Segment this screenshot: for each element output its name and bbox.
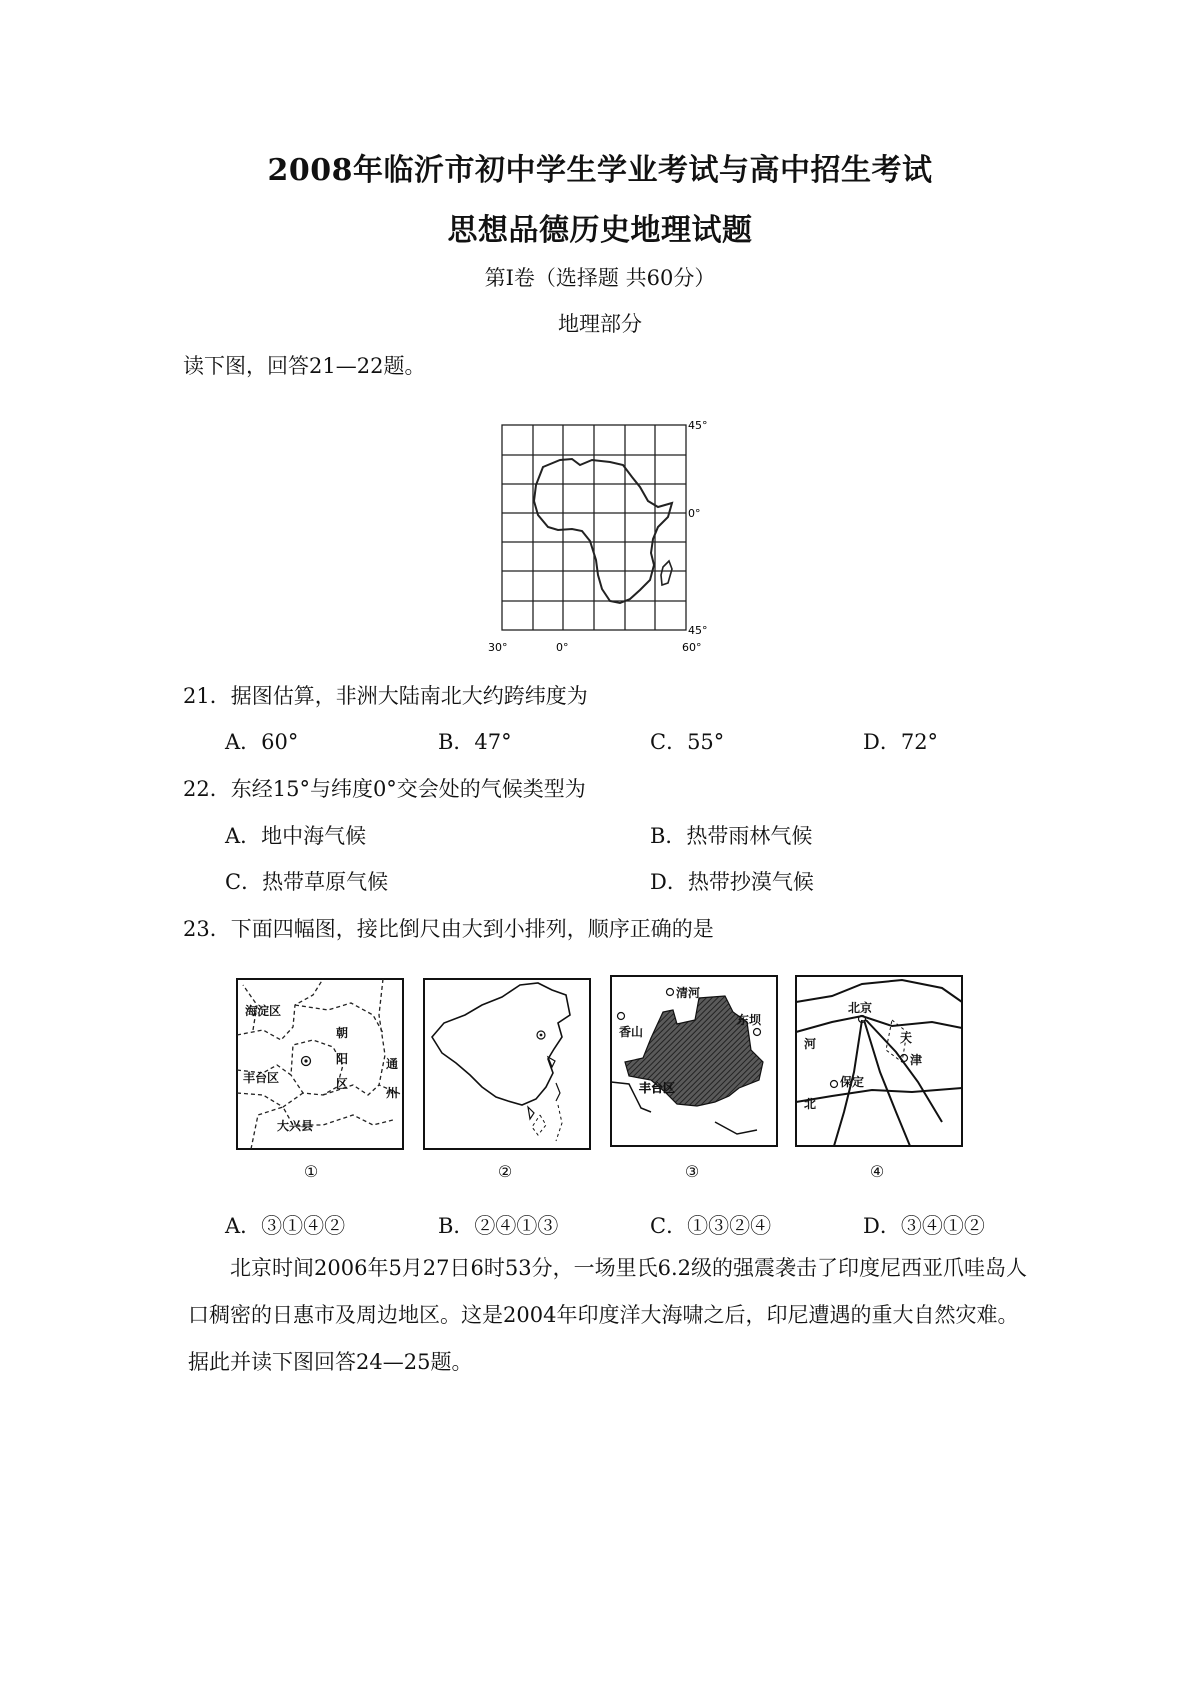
lat-top-label: 45° — [688, 419, 708, 432]
q23-option-b: B．②④①③ — [438, 1214, 559, 1238]
q21-option-c: C．55° — [650, 730, 725, 754]
label-baoding: 保定 — [840, 1075, 865, 1089]
q21-option-b: B．47° — [438, 730, 512, 754]
label-qu: 区 — [336, 1077, 349, 1091]
q23-option-a: A．③①④② — [225, 1214, 346, 1238]
q21-option-d: D．72° — [863, 730, 939, 754]
q22-option-b: B．热带雨林气候 — [650, 824, 813, 848]
q23-stem: 23．下面四幅图，接比倒尺由大到小排列，顺序正确的是 — [183, 917, 714, 941]
map-4-number: ④ — [869, 1162, 885, 1181]
q23-option-c: C．①③②④ — [650, 1214, 772, 1238]
africa-grid-map — [460, 415, 730, 660]
madagascar-outline — [661, 561, 672, 585]
label-dongba: 东坝 — [737, 1013, 762, 1027]
section-label: 地理部分 — [558, 312, 642, 336]
label-tian: 天 — [900, 1031, 913, 1045]
label-fengtai: 丰台区 — [243, 1071, 280, 1085]
label-zhou: 州 — [386, 1086, 399, 1100]
q21-option-a: A．60° — [225, 730, 299, 754]
lon-mid-label: 0° — [556, 641, 569, 654]
q22-option-c: C．热带草原气候 — [225, 870, 389, 894]
map-3-number: ③ — [684, 1162, 700, 1181]
label-he: 河 — [804, 1037, 817, 1051]
exam-subtitle: 思想品德历史地理试题 — [447, 213, 753, 248]
volume-label: 第Ⅰ卷（选择题 共60分） — [484, 266, 716, 290]
label-tong: 通 — [386, 1057, 399, 1071]
label-jin: 津 — [910, 1053, 923, 1067]
label-daxing: 大兴县 — [277, 1119, 314, 1133]
q22-option-a: A．地中海气候 — [225, 824, 367, 848]
lat-bottom-label: 45° — [688, 624, 708, 637]
intro-21-22: 读下图，回答21—22题。 — [183, 354, 426, 378]
lon-left-label: 30° — [488, 641, 508, 654]
map-3-urban — [607, 972, 782, 1185]
q21-stem: 21．据图估算，非洲大陆南北大约跨纬度为 — [183, 684, 588, 708]
label-fengtai-3: 丰台区 — [639, 1081, 676, 1095]
label-qinghe: 清河 — [676, 986, 701, 1000]
exam-title: 2008年临沂市初中学生学业考试与高中招生考试 — [267, 153, 933, 188]
label-haidian: 海淀区 — [245, 1004, 282, 1018]
q23-option-d: D．③④①② — [863, 1214, 985, 1238]
map-2-number: ② — [497, 1162, 513, 1181]
q22-stem: 22．东经15°与纬度0°交会处的气候类型为 — [183, 777, 586, 801]
map-1-districts — [233, 975, 408, 1185]
lon-right-label: 60° — [682, 641, 702, 654]
africa-outline — [534, 459, 672, 603]
label-yang: 阳 — [336, 1052, 349, 1066]
map-4-region — [792, 972, 967, 1185]
map-2-china — [420, 975, 595, 1185]
label-bei: 北 — [804, 1097, 817, 1111]
passage-24-25: 北京时间2006年5月27日6时53分，一场里氏6.2级的强震袭击了印度尼西亚爪哇岛人口稠密的日惠市及周边地区。这是2004年印度洋大海啸之后，印尼遭遇的重大自然灾难。据此并读下图回答24—25题。 — [188, 1256, 1028, 1374]
label-beijing: 北京 — [848, 1001, 873, 1015]
map-1-number: ① — [303, 1162, 319, 1181]
label-xiangshan: 香山 — [619, 1025, 644, 1039]
label-chao: 朝 — [336, 1026, 349, 1040]
lat-mid-label: 0° — [688, 507, 701, 520]
q22-option-d: D．热带抄漠气候 — [650, 870, 814, 894]
